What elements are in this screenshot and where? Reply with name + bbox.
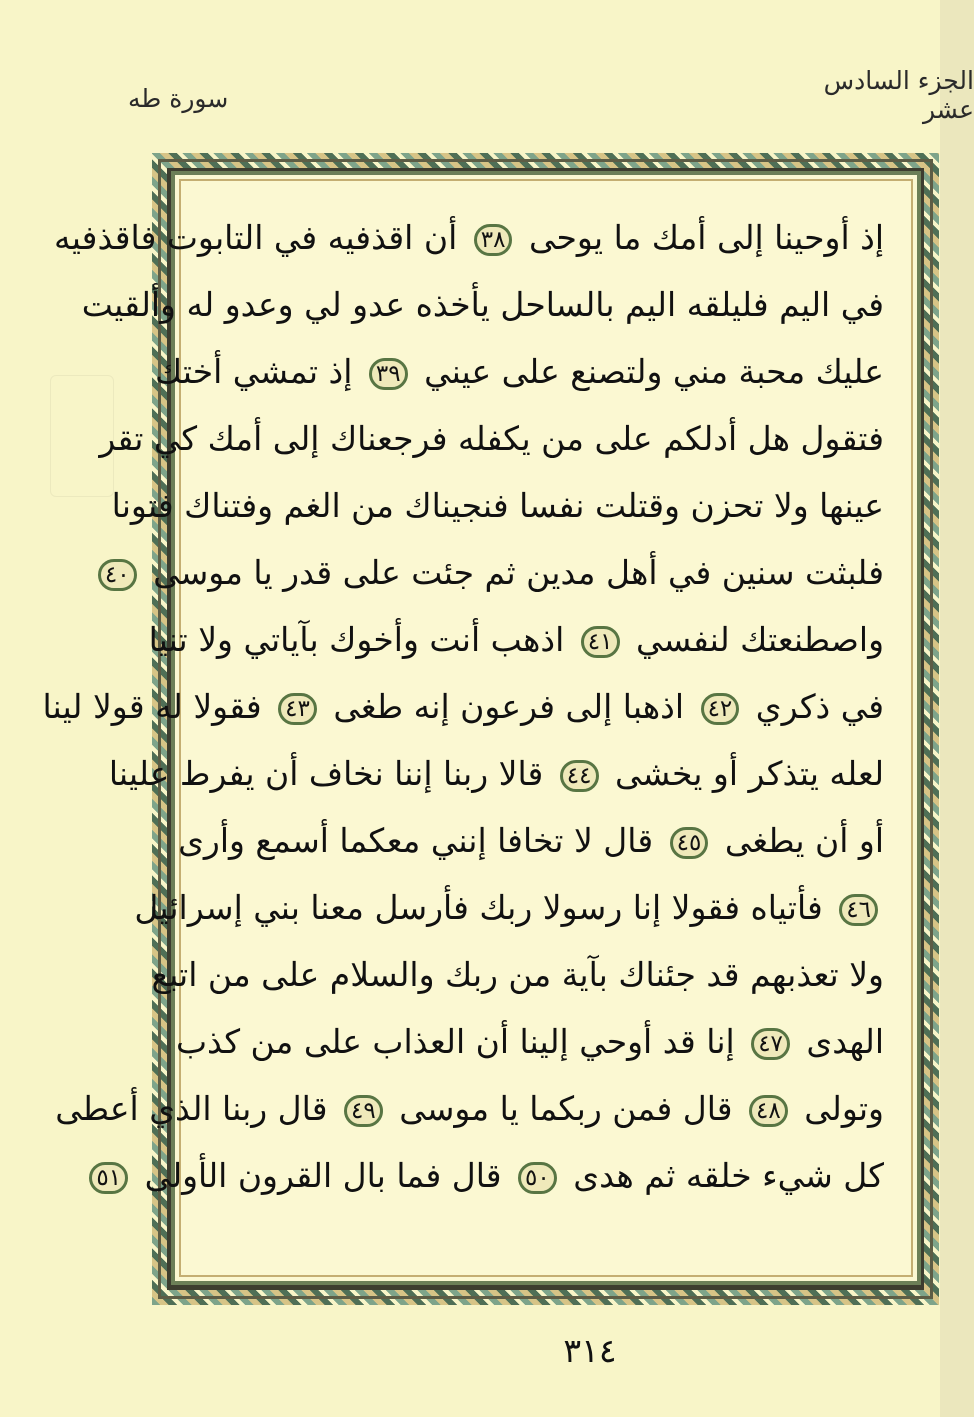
line-text: عليك محبة مني ولتصنع على عيني xyxy=(424,352,884,391)
line-text: في اليم فليلقه اليم بالساحل يأخذه عدو لي وعدو له وألقيت xyxy=(81,285,884,324)
line-text-after: قالا ربنا إننا نخاف أن يفرط علينا xyxy=(108,754,544,793)
page-edge xyxy=(940,0,974,1417)
line-text-after: قال لا تخافا إنني معكما أسمع وأرى xyxy=(178,821,654,860)
line-text-after: فقولا له قولا لينا xyxy=(42,687,262,726)
line-text: لعله يتذكر أو يخشى xyxy=(615,754,884,793)
line-text: فتقول هل أدلكم على من يكفله فرجعناك إلى أمك كي تقر xyxy=(99,419,884,458)
juz-title: الجزء السادس عشر xyxy=(823,66,974,124)
ayah-marker-47: ٤٧ xyxy=(751,1028,790,1060)
surah-title: سورة طه xyxy=(128,84,229,113)
line-text: كل شيء خلقه ثم هدى xyxy=(573,1156,884,1195)
quran-line-11 xyxy=(134,874,884,942)
quran-line-12 xyxy=(151,941,884,1009)
line-text: ولا تعذبهم قد جئناك بآية من ربك والسلام على من اتبع xyxy=(151,955,884,994)
line-text: عينها ولا تحزن وقتلت نفسا فنجيناك من الغم وفتناك فتونا xyxy=(111,486,884,525)
line-text: فلبثت سنين في أهل مدين ثم جئت على قدر يا موسى xyxy=(153,553,884,592)
quran-line-5 xyxy=(111,472,884,540)
ayah-marker-40: ٤٠ xyxy=(98,559,137,591)
ayah-marker-41: ٤١ xyxy=(581,626,620,658)
line-text-after: اذهبا إلى فرعون إنه طغى xyxy=(333,687,685,726)
ayah-marker-38: ٣٨ xyxy=(474,224,513,256)
page-number: ٣١٤ xyxy=(563,1331,617,1370)
line-text-after: قال فما بال القرون الأولى xyxy=(144,1156,502,1195)
ayah-marker-39: ٣٩ xyxy=(369,358,408,390)
quran-line-15 xyxy=(96,1142,884,1210)
line-text: في ذكري xyxy=(755,687,884,726)
quran-line-9 xyxy=(108,740,884,808)
ayah-marker-42: ٤٢ xyxy=(701,693,740,725)
ayah-marker-51: ٥١ xyxy=(89,1162,128,1194)
quran-line-6 xyxy=(104,539,884,607)
line-text-after: إذ تمشي أختك xyxy=(154,352,353,391)
quran-line-4 xyxy=(99,405,884,473)
line-text: أو أن يطغى xyxy=(724,821,884,860)
line-text: واصطنعتك لنفسي xyxy=(636,620,884,659)
ayah-marker-44: ٤٤ xyxy=(560,760,599,792)
quran-line-2 xyxy=(81,271,884,339)
ayah-marker-48: ٤٨ xyxy=(749,1095,788,1127)
quran-line-1 xyxy=(54,204,884,272)
quran-line-10 xyxy=(178,807,884,875)
quran-line-8 xyxy=(42,673,884,741)
line-text-after: قال فمن ربكما يا موسى xyxy=(399,1089,733,1128)
quran-text-area xyxy=(42,184,908,1272)
line-text: وتولى xyxy=(804,1089,884,1128)
ayah-marker-46: ٤٦ xyxy=(839,894,878,926)
line-text: إذ أوحينا إلى أمك ما يوحى xyxy=(528,218,884,257)
line-text-after: إنا قد أوحي إلينا أن العذاب على من كذب xyxy=(175,1022,735,1061)
quran-line-3 xyxy=(154,338,884,406)
quran-line-13 xyxy=(175,1008,884,1076)
quran-line-7 xyxy=(148,606,884,674)
quran-line-14 xyxy=(55,1075,884,1143)
ayah-marker-45: ٤٥ xyxy=(670,827,709,859)
ayah-marker-50: ٥٠ xyxy=(518,1162,557,1194)
ayah-marker-43: ٤٣ xyxy=(278,693,317,725)
line-text: الهدى xyxy=(806,1022,884,1061)
line-text-after: فأتياه فقولا إنا رسولا ربك فأرسل معنا بني إسرائيل xyxy=(134,888,823,927)
line-text-after: اذهب أنت وأخوك بآياتي ولا تنيا xyxy=(148,620,565,659)
line-text-after: قال ربنا الذي أعطى xyxy=(55,1089,328,1128)
ayah-marker-49: ٤٩ xyxy=(344,1095,383,1127)
line-text-after: أن اقذفيه في التابوت فاقذفيه xyxy=(54,218,458,257)
